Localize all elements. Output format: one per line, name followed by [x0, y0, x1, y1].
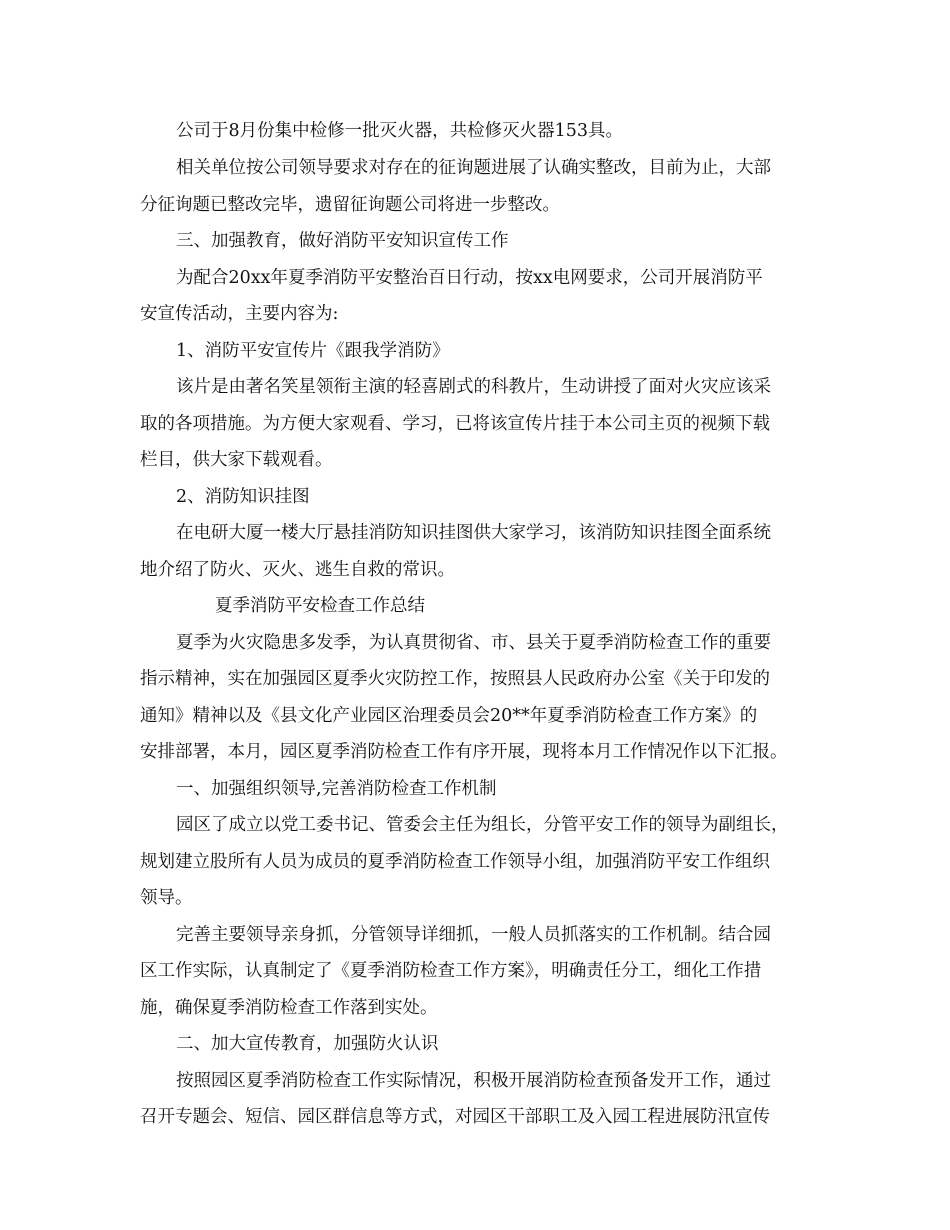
- paragraph-line: 取的各项措施。为方便大家观看、学习，已将该宣传片挂于本公司主页的视频下载: [140, 414, 770, 434]
- paragraph-line: 该片是由著名笑星领衔主演的轻喜剧式的科教片，生动讲授了面对火灾应该采: [176, 377, 771, 397]
- paragraph-line: 地介绍了防火、灭火、逃生自救的常识。: [140, 560, 455, 580]
- paragraph-line: 指示精神，实在加强园区夏季火灾防控工作，按照县人民政府办公室《关于印发的: [140, 669, 770, 689]
- paragraph-line: 按照园区夏季消防检查工作实际情况，积极开展消防检查预备发开工作，通过: [176, 1071, 771, 1091]
- paragraph-line: 园区了成立以党工委书记、管委会主任为组长，分管平安工作的领导为副组长，: [176, 815, 789, 835]
- paragraph-line: 公司于8月份集中检修一批灭火器，共检修灭火器153具。: [176, 121, 624, 141]
- paragraph-line: 安排部署，本月，园区夏季消防检查工作有序开展，现将本月工作情况作以下汇报。: [140, 742, 788, 762]
- paragraph-line: 通知》精神以及《县文化产业园区治理委员会20**年夏季消防检查工作方案》的: [140, 706, 758, 726]
- paragraph-line: 施，确保夏季消防检查工作落到实处。: [140, 998, 438, 1018]
- paragraph-line: 安宣传活动，主要内容为:: [140, 304, 339, 324]
- paragraph-line: 分征询题已整改完毕，遗留征询题公司将进一步整改。: [140, 195, 560, 215]
- document-title: 夏季消防平安检查工作总结: [215, 596, 425, 616]
- section-heading: 二、加大宣传教育，加强防火认识: [176, 1034, 439, 1054]
- paragraph-line: 在电研大厦一楼大厅悬挂消防知识挂图供大家学习，该消防知识挂图全面系统: [176, 523, 771, 543]
- section-heading: 三、加强教育，做好消防平安知识宣传工作: [176, 231, 509, 251]
- paragraph-line: 相关单位按公司领导要求对存在的征询题进展了认确实整改，目前为止，大部: [176, 158, 771, 178]
- paragraph-line: 规划建立股所有人员为成员的夏季消防检查工作领导小组，加强消防平安工作组织: [140, 852, 770, 872]
- paragraph-line: 召开专题会、短信、园区群信息等方式，对园区干部职工及入园工程进展防汛宣传: [140, 1107, 770, 1127]
- section-heading: 一、加强组织领导,完善消防检查工作机制: [176, 779, 497, 799]
- paragraph-line: 为配合20xx年夏季消防平安整治百日行动，按xx电网要求，公司开展消防平: [176, 268, 763, 288]
- subsection-heading: 1、消防平安宣传片《跟我学消防》: [176, 341, 450, 361]
- paragraph-line: 完善主要领导亲身抓，分管领导详细抓，一般人员抓落实的工作机制。结合园: [176, 925, 771, 945]
- paragraph-line: 领导。: [140, 888, 193, 908]
- paragraph-line: 区工作实际，认真制定了《夏季消防检查工作方案》，明确责任分工，细化工作措: [140, 961, 762, 981]
- paragraph-line: 栏目，供大家下载观看。: [140, 450, 333, 470]
- paragraph-line: 夏季为火灾隐患多发季，为认真贯彻省、市、县关于夏季消防检查工作的重要: [176, 633, 771, 653]
- subsection-heading: 2、消防知识挂图: [176, 487, 310, 507]
